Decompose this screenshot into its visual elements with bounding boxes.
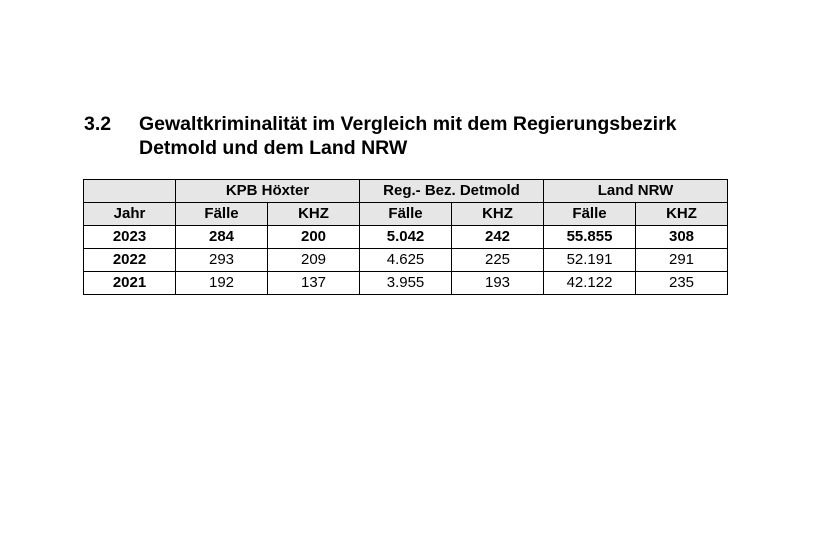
row-year: 2021 [84, 272, 176, 295]
table-cell: 55.855 [544, 226, 636, 249]
row-year: 2022 [84, 249, 176, 272]
table-cell: 209 [268, 249, 360, 272]
column-header-faelle: Fälle [176, 203, 268, 226]
group-header-land-nrw: Land NRW [544, 180, 728, 203]
table-cell: 52.191 [544, 249, 636, 272]
table-cell: 242 [452, 226, 544, 249]
table-cell: 293 [176, 249, 268, 272]
table-cell: 137 [268, 272, 360, 295]
column-header-khz: KHZ [268, 203, 360, 226]
section-heading [84, 112, 784, 160]
table-cell: 235 [636, 272, 728, 295]
column-header-khz: KHZ [636, 203, 728, 226]
section-title [139, 112, 784, 160]
table-cell: 192 [176, 272, 268, 295]
column-header-faelle: Fälle [544, 203, 636, 226]
table-cell: 200 [268, 226, 360, 249]
group-header-reg-bez-detmold: Reg.- Bez. Detmold [360, 180, 544, 203]
column-header-year: Jahr [84, 203, 176, 226]
table-cell: 3.955 [360, 272, 452, 295]
column-header-khz: KHZ [452, 203, 544, 226]
table-cell: 284 [176, 226, 268, 249]
table-group-header-row [84, 180, 728, 203]
table-cell: 308 [636, 226, 728, 249]
column-header-faelle: Fälle [360, 203, 452, 226]
table-cell: 225 [452, 249, 544, 272]
table-column-header-row [84, 203, 728, 226]
table-row [84, 272, 728, 295]
section-number: 3.2 [84, 113, 112, 135]
table-corner-cell [84, 180, 176, 203]
group-header-kpb-hoexter: KPB Höxter [176, 180, 360, 203]
table-cell: 42.122 [544, 272, 636, 295]
violent-crime-comparison-table [83, 179, 728, 295]
table-row [84, 226, 728, 249]
section-title-line-2: Detmold und dem Land NRW [139, 137, 408, 159]
table-row [84, 249, 728, 272]
table-cell: 4.625 [360, 249, 452, 272]
table-cell: 5.042 [360, 226, 452, 249]
table-cell: 193 [452, 272, 544, 295]
table-cell: 291 [636, 249, 728, 272]
row-year: 2023 [84, 226, 176, 249]
section-title-line-1: Gewaltkriminalität im Vergleich mit dem Regierungsbezirk [139, 113, 677, 135]
